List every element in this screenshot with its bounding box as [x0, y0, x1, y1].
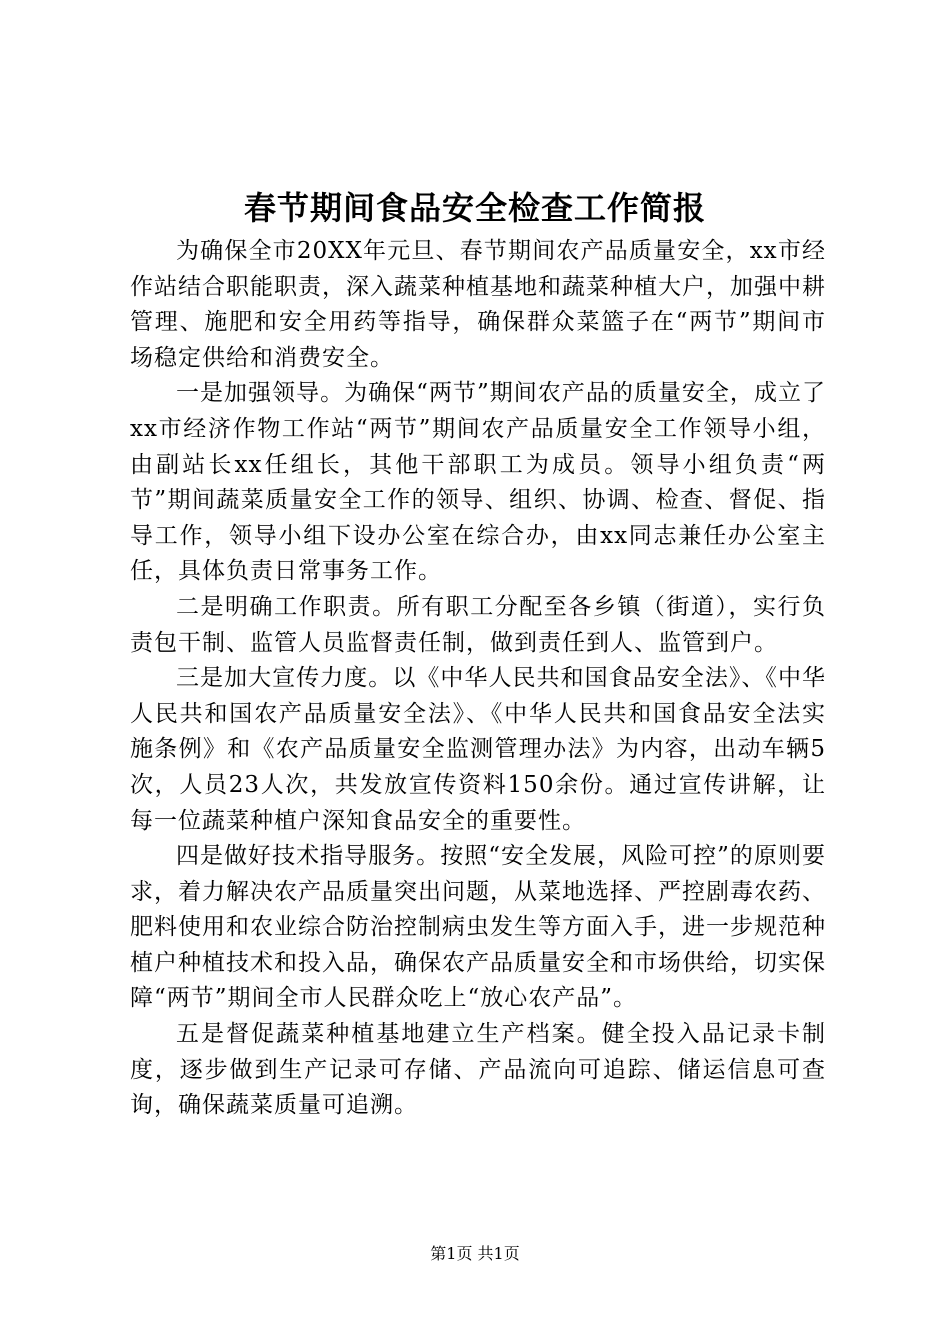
- document-body: [130, 234, 826, 1124]
- paragraph-technical-guidance: 四是做好技术指导服务。按照“安全发展，风险可控”的原则要求，着力解决农产品质量突出问题，从菜地选择、严控剧毒农药、肥料使用和农业综合防治控制病虫发生等方面入手，进一步规范种植户种植技术和投入品，确保农产品质量安全和市场供给，切实保障“两节”期间全市人民群众吃上“放心农产品”。: [130, 843, 826, 1012]
- page-number-footer: 第1页 共1页: [430, 1244, 520, 1263]
- paragraph-production-records: 五是督促蔬菜种植基地建立生产档案。健全投入品记录卡制度，逐步做到生产记录可存储、产品流向可追踪、储运信息可查询，确保蔬菜质量可追溯。: [130, 1021, 826, 1119]
- paragraph-responsibilities: 二是明确工作职责。所有职工分配至各乡镇（街道），实行负责包干制、监管人员监督责任制，做到责任到人、监管到户。: [130, 593, 826, 656]
- paragraph-intro: 为确保全市20XX年元旦、春节期间农产品质量安全，xx市经作站结合职能职责，深入蔬菜种植基地和蔬菜种植大户，加强中耕管理、施肥和安全用药等指导，确保群众菜篮子在“两节”期间市场稳定供给和消费安全。: [130, 238, 826, 371]
- paragraph-leadership: 一是加强领导。为确保“两节”期间农产品的质量安全，成立了xx市经济作物工作站“两节”期间农产品质量安全工作领导小组，由副站长xx任组长，其他干部职工为成员。领导小组负责“两节”期间蔬菜质量安全工作的领导、组织、协调、检查、督促、指导工作，领导小组下设办公室在综合办，由xx同志兼任办公室主任，具体负责日常事务工作。: [130, 380, 826, 585]
- document-title: 春节期间食品安全检查工作简报: [243, 189, 706, 227]
- paragraph-publicity: 三是加大宣传力度。以《中华人民共和国食品安全法》、《中华人民共和国农产品质量安全法》、《中华人民共和国食品安全法实施条例》和《农产品质量安全监测管理办法》为内容，出动车辆5次，人员23人次，共发放宣传资料150余份。通过宣传讲解，让每一位蔬菜种植户深知食品安全的重要性。: [130, 665, 826, 834]
